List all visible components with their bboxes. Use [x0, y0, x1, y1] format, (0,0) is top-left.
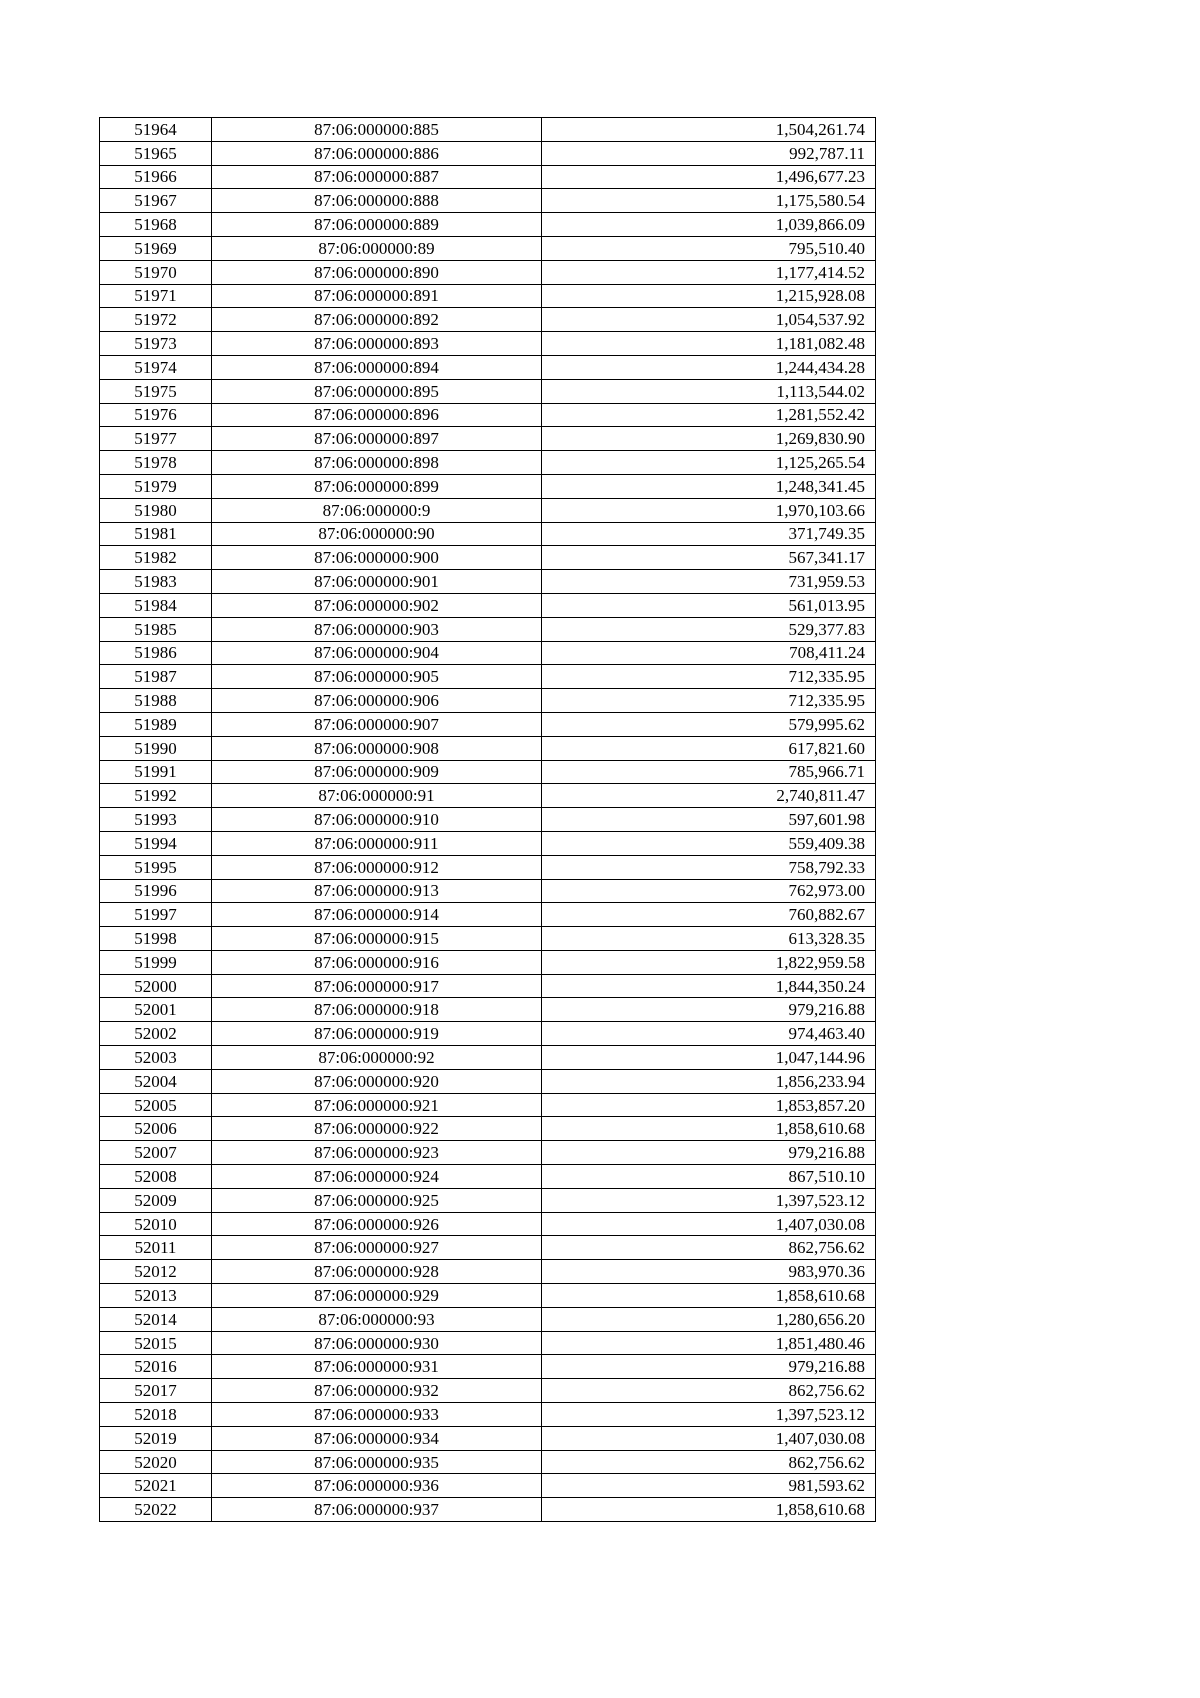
row-number-cell: 52022	[100, 1498, 212, 1522]
cadastral-number-cell: 87:06:000000:93	[212, 1307, 542, 1331]
cadastral-number-cell: 87:06:000000:937	[212, 1498, 542, 1522]
value-cell: 561,013.95	[542, 593, 876, 617]
cadastral-number-cell: 87:06:000000:895	[212, 379, 542, 403]
cadastral-number-cell: 87:06:000000:922	[212, 1117, 542, 1141]
table-row	[100, 1450, 876, 1474]
row-number-cell: 52007	[100, 1141, 212, 1165]
value-cell: 760,882.67	[542, 903, 876, 927]
table-row	[100, 284, 876, 308]
cadastral-number-cell: 87:06:000000:896	[212, 403, 542, 427]
value-cell: 785,966.71	[542, 760, 876, 784]
row-number-cell: 51966	[100, 165, 212, 189]
table-row	[100, 427, 876, 451]
row-number-cell: 51965	[100, 141, 212, 165]
value-cell: 1,851,480.46	[542, 1331, 876, 1355]
table-row	[100, 974, 876, 998]
row-number-cell: 52002	[100, 1022, 212, 1046]
row-number-cell: 52014	[100, 1307, 212, 1331]
value-cell: 1,858,610.68	[542, 1117, 876, 1141]
table-row	[100, 689, 876, 713]
value-cell: 1,039,866.09	[542, 213, 876, 237]
cadastral-number-cell: 87:06:000000:935	[212, 1450, 542, 1474]
cadastral-number-cell: 87:06:000000:931	[212, 1355, 542, 1379]
table-row	[100, 189, 876, 213]
value-cell: 1,215,928.08	[542, 284, 876, 308]
value-cell: 1,407,030.08	[542, 1212, 876, 1236]
table-row	[100, 1236, 876, 1260]
cadastral-number-cell: 87:06:000000:888	[212, 189, 542, 213]
cadastral-number-cell: 87:06:000000:920	[212, 1069, 542, 1093]
value-cell: 371,749.35	[542, 522, 876, 546]
cadastral-number-cell: 87:06:000000:923	[212, 1141, 542, 1165]
row-number-cell: 51968	[100, 213, 212, 237]
row-number-cell: 52009	[100, 1188, 212, 1212]
cadastral-number-cell: 87:06:000000:89	[212, 236, 542, 260]
cadastral-number-cell: 87:06:000000:921	[212, 1093, 542, 1117]
table-row	[100, 1331, 876, 1355]
value-cell: 1,280,656.20	[542, 1307, 876, 1331]
table-row	[100, 498, 876, 522]
table-row	[100, 617, 876, 641]
row-number-cell: 52021	[100, 1474, 212, 1498]
table-row	[100, 665, 876, 689]
row-number-cell: 51994	[100, 831, 212, 855]
cadastral-number-cell: 87:06:000000:933	[212, 1403, 542, 1427]
table-row	[100, 1379, 876, 1403]
row-number-cell: 51988	[100, 689, 212, 713]
row-number-cell: 51995	[100, 855, 212, 879]
cadastral-number-cell: 87:06:000000:912	[212, 855, 542, 879]
cadastral-number-cell: 87:06:000000:908	[212, 736, 542, 760]
value-cell: 1,970,103.66	[542, 498, 876, 522]
cadastral-number-cell: 87:06:000000:934	[212, 1426, 542, 1450]
row-number-cell: 52011	[100, 1236, 212, 1260]
table-row	[100, 332, 876, 356]
value-cell: 1,397,523.12	[542, 1188, 876, 1212]
value-cell: 712,335.95	[542, 689, 876, 713]
cadastral-number-cell: 87:06:000000:924	[212, 1165, 542, 1189]
row-number-cell: 52017	[100, 1379, 212, 1403]
cadastral-number-cell: 87:06:000000:900	[212, 546, 542, 570]
value-cell: 1,856,233.94	[542, 1069, 876, 1093]
table-row	[100, 1069, 876, 1093]
cadastral-number-cell: 87:06:000000:910	[212, 808, 542, 832]
row-number-cell: 51992	[100, 784, 212, 808]
row-number-cell: 51969	[100, 236, 212, 260]
table-row	[100, 879, 876, 903]
row-number-cell: 52013	[100, 1284, 212, 1308]
table-row	[100, 641, 876, 665]
row-number-cell: 51964	[100, 118, 212, 142]
table-row	[100, 118, 876, 142]
row-number-cell: 52018	[100, 1403, 212, 1427]
table-row	[100, 1426, 876, 1450]
value-cell: 992,787.11	[542, 141, 876, 165]
table-row	[100, 927, 876, 951]
value-cell: 613,328.35	[542, 927, 876, 951]
row-number-cell: 51977	[100, 427, 212, 451]
cadastral-number-cell: 87:06:000000:917	[212, 974, 542, 998]
row-number-cell: 51987	[100, 665, 212, 689]
row-number-cell: 52005	[100, 1093, 212, 1117]
table-row	[100, 379, 876, 403]
table-row	[100, 1284, 876, 1308]
cadastral-number-cell: 87:06:000000:891	[212, 284, 542, 308]
value-cell: 579,995.62	[542, 712, 876, 736]
value-cell: 1,269,830.90	[542, 427, 876, 451]
table-row	[100, 1046, 876, 1070]
table-row	[100, 831, 876, 855]
row-number-cell: 52019	[100, 1426, 212, 1450]
value-cell: 979,216.88	[542, 998, 876, 1022]
cadastral-number-cell: 87:06:000000:899	[212, 474, 542, 498]
table-row	[100, 403, 876, 427]
row-number-cell: 52010	[100, 1212, 212, 1236]
row-number-cell: 51997	[100, 903, 212, 927]
row-number-cell: 51989	[100, 712, 212, 736]
row-number-cell: 52006	[100, 1117, 212, 1141]
value-cell: 1,281,552.42	[542, 403, 876, 427]
value-cell: 979,216.88	[542, 1141, 876, 1165]
row-number-cell: 51981	[100, 522, 212, 546]
row-number-cell: 51976	[100, 403, 212, 427]
table-row	[100, 855, 876, 879]
value-cell: 762,973.00	[542, 879, 876, 903]
value-cell: 1,504,261.74	[542, 118, 876, 142]
table-row	[100, 1474, 876, 1498]
row-number-cell: 51979	[100, 474, 212, 498]
table-row	[100, 1307, 876, 1331]
row-number-cell: 51986	[100, 641, 212, 665]
row-number-cell: 51975	[100, 379, 212, 403]
value-cell: 974,463.40	[542, 1022, 876, 1046]
value-cell: 597,601.98	[542, 808, 876, 832]
row-number-cell: 51999	[100, 950, 212, 974]
table-row	[100, 736, 876, 760]
row-number-cell: 51972	[100, 308, 212, 332]
row-number-cell: 51980	[100, 498, 212, 522]
cadastral-number-cell: 87:06:000000:927	[212, 1236, 542, 1260]
value-cell: 795,510.40	[542, 236, 876, 260]
table-body	[100, 118, 876, 1522]
row-number-cell: 52001	[100, 998, 212, 1022]
value-cell: 1,125,265.54	[542, 451, 876, 475]
row-number-cell: 51971	[100, 284, 212, 308]
cadastral-number-cell: 87:06:000000:9	[212, 498, 542, 522]
cadastral-number-cell: 87:06:000000:906	[212, 689, 542, 713]
row-number-cell: 52008	[100, 1165, 212, 1189]
table-row	[100, 1165, 876, 1189]
value-cell: 559,409.38	[542, 831, 876, 855]
table-row	[100, 1212, 876, 1236]
value-cell: 983,970.36	[542, 1260, 876, 1284]
table-row	[100, 593, 876, 617]
cadastral-number-cell: 87:06:000000:909	[212, 760, 542, 784]
row-number-cell: 51978	[100, 451, 212, 475]
value-cell: 617,821.60	[542, 736, 876, 760]
value-cell: 1,407,030.08	[542, 1426, 876, 1450]
table-row	[100, 1093, 876, 1117]
table-row	[100, 522, 876, 546]
value-cell: 1,047,144.96	[542, 1046, 876, 1070]
value-cell: 1,175,580.54	[542, 189, 876, 213]
cadastral-number-cell: 87:06:000000:928	[212, 1260, 542, 1284]
row-number-cell: 51984	[100, 593, 212, 617]
cadastral-number-cell: 87:06:000000:894	[212, 355, 542, 379]
value-cell: 981,593.62	[542, 1474, 876, 1498]
cadastral-number-cell: 87:06:000000:897	[212, 427, 542, 451]
cadastral-number-cell: 87:06:000000:90	[212, 522, 542, 546]
value-cell: 1,113,544.02	[542, 379, 876, 403]
row-number-cell: 51985	[100, 617, 212, 641]
cadastral-number-cell: 87:06:000000:916	[212, 950, 542, 974]
row-number-cell: 52020	[100, 1450, 212, 1474]
cadastral-number-cell: 87:06:000000:893	[212, 332, 542, 356]
table-row	[100, 570, 876, 594]
table-row	[100, 760, 876, 784]
cadastral-number-cell: 87:06:000000:901	[212, 570, 542, 594]
row-number-cell: 51973	[100, 332, 212, 356]
row-number-cell: 51996	[100, 879, 212, 903]
value-cell: 712,335.95	[542, 665, 876, 689]
table-row	[100, 141, 876, 165]
cadastral-number-cell: 87:06:000000:907	[212, 712, 542, 736]
cadastral-number-cell: 87:06:000000:92	[212, 1046, 542, 1070]
table-row	[100, 1355, 876, 1379]
value-cell: 1,054,537.92	[542, 308, 876, 332]
row-number-cell: 52000	[100, 974, 212, 998]
table-row	[100, 784, 876, 808]
table-row	[100, 903, 876, 927]
value-cell: 1,858,610.68	[542, 1498, 876, 1522]
cadastral-number-cell: 87:06:000000:887	[212, 165, 542, 189]
value-cell: 1,181,082.48	[542, 332, 876, 356]
cadastral-number-cell: 87:06:000000:926	[212, 1212, 542, 1236]
row-number-cell: 51991	[100, 760, 212, 784]
row-number-cell: 52004	[100, 1069, 212, 1093]
row-number-cell: 51998	[100, 927, 212, 951]
cadastral-number-cell: 87:06:000000:919	[212, 1022, 542, 1046]
value-cell: 1,177,414.52	[542, 260, 876, 284]
table-row	[100, 808, 876, 832]
table-row	[100, 1022, 876, 1046]
value-cell: 731,959.53	[542, 570, 876, 594]
value-cell: 979,216.88	[542, 1355, 876, 1379]
cadastral-number-cell: 87:06:000000:898	[212, 451, 542, 475]
value-cell: 529,377.83	[542, 617, 876, 641]
value-cell: 867,510.10	[542, 1165, 876, 1189]
table-row	[100, 1498, 876, 1522]
cadastral-number-cell: 87:06:000000:902	[212, 593, 542, 617]
row-number-cell: 51990	[100, 736, 212, 760]
cadastral-number-cell: 87:06:000000:890	[212, 260, 542, 284]
cadastral-number-cell: 87:06:000000:904	[212, 641, 542, 665]
table-row	[100, 260, 876, 284]
cadastral-number-cell: 87:06:000000:929	[212, 1284, 542, 1308]
cadastral-number-cell: 87:06:000000:903	[212, 617, 542, 641]
row-number-cell: 52012	[100, 1260, 212, 1284]
value-cell: 1,397,523.12	[542, 1403, 876, 1427]
table-row	[100, 355, 876, 379]
row-number-cell: 51970	[100, 260, 212, 284]
table-row	[100, 474, 876, 498]
row-number-cell: 51974	[100, 355, 212, 379]
cadastral-number-cell: 87:06:000000:892	[212, 308, 542, 332]
cadastral-number-cell: 87:06:000000:936	[212, 1474, 542, 1498]
value-cell: 862,756.62	[542, 1450, 876, 1474]
table-row	[100, 451, 876, 475]
table-row	[100, 1260, 876, 1284]
cadastral-number-cell: 87:06:000000:885	[212, 118, 542, 142]
value-cell: 2,740,811.47	[542, 784, 876, 808]
data-table	[99, 117, 876, 1522]
table-row	[100, 998, 876, 1022]
cadastral-number-cell: 87:06:000000:915	[212, 927, 542, 951]
cadastral-number-cell: 87:06:000000:918	[212, 998, 542, 1022]
cadastral-number-cell: 87:06:000000:905	[212, 665, 542, 689]
cadastral-number-cell: 87:06:000000:91	[212, 784, 542, 808]
table-row	[100, 165, 876, 189]
row-number-cell: 51982	[100, 546, 212, 570]
value-cell: 708,411.24	[542, 641, 876, 665]
cadastral-number-cell: 87:06:000000:889	[212, 213, 542, 237]
value-cell: 1,496,677.23	[542, 165, 876, 189]
table-row	[100, 1188, 876, 1212]
cadastral-number-cell: 87:06:000000:932	[212, 1379, 542, 1403]
row-number-cell: 51983	[100, 570, 212, 594]
value-cell: 1,858,610.68	[542, 1284, 876, 1308]
value-cell: 1,248,341.45	[542, 474, 876, 498]
row-number-cell: 51967	[100, 189, 212, 213]
value-cell: 862,756.62	[542, 1379, 876, 1403]
value-cell: 1,844,350.24	[542, 974, 876, 998]
value-cell: 1,822,959.58	[542, 950, 876, 974]
cadastral-number-cell: 87:06:000000:930	[212, 1331, 542, 1355]
value-cell: 758,792.33	[542, 855, 876, 879]
table-row	[100, 546, 876, 570]
table-row	[100, 712, 876, 736]
value-cell: 567,341.17	[542, 546, 876, 570]
value-cell: 1,853,857.20	[542, 1093, 876, 1117]
cadastral-number-cell: 87:06:000000:911	[212, 831, 542, 855]
row-number-cell: 52015	[100, 1331, 212, 1355]
cadastral-number-cell: 87:06:000000:913	[212, 879, 542, 903]
cadastral-number-cell: 87:06:000000:914	[212, 903, 542, 927]
table-row	[100, 1141, 876, 1165]
table-row	[100, 1403, 876, 1427]
table-row	[100, 1117, 876, 1141]
row-number-cell: 51993	[100, 808, 212, 832]
table-row	[100, 950, 876, 974]
value-cell: 1,244,434.28	[542, 355, 876, 379]
row-number-cell: 52003	[100, 1046, 212, 1070]
table-row	[100, 213, 876, 237]
cadastral-number-cell: 87:06:000000:886	[212, 141, 542, 165]
row-number-cell: 52016	[100, 1355, 212, 1379]
table-row	[100, 308, 876, 332]
cadastral-number-cell: 87:06:000000:925	[212, 1188, 542, 1212]
value-cell: 862,756.62	[542, 1236, 876, 1260]
table-row	[100, 236, 876, 260]
